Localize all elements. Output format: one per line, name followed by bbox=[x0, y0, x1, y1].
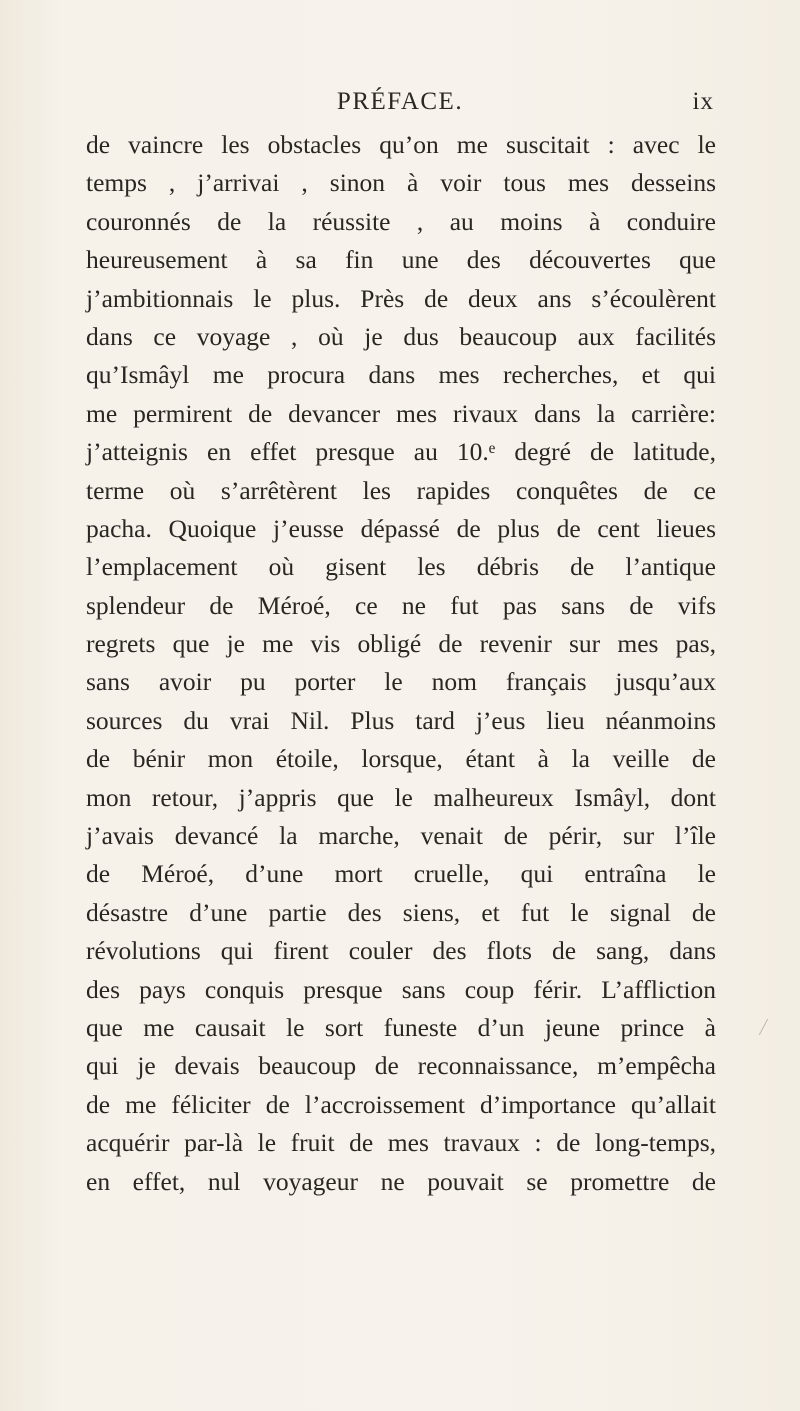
text-line: heureusement à sa fin une des découvertes que bbox=[86, 245, 716, 275]
text-line: sans avoir pu porter le nom français jusqu’aux bbox=[86, 667, 716, 697]
page-header bbox=[0, 88, 800, 128]
text-line: dans ce voyage , où je dus beaucoup aux facilités bbox=[86, 321, 716, 351]
text-line: acquérir par-là le fruit de mes travaux : de long-temps, bbox=[86, 1128, 716, 1158]
text-line: de bénir mon étoile, lorsque, étant à la veille de bbox=[86, 744, 716, 774]
running-head: PRÉFACE. bbox=[336, 88, 464, 115]
text-line: désastre d’une partie des siens, et fut le signal de bbox=[86, 897, 716, 927]
text-line: splendeur de Méroé, ce ne fut pas sans de vifs bbox=[86, 590, 716, 620]
text-line: de me féliciter de l’accroissement d’importance qu’allait bbox=[86, 1089, 716, 1119]
text-line: que me causait le sort funeste d’un jeune prince à bbox=[86, 1012, 716, 1042]
text-line: j’avais devancé la marche, venait de périr, sur l’île bbox=[86, 821, 716, 851]
text-line: révolutions qui firent couler des flots de sang, dans bbox=[86, 936, 716, 966]
page-number: ix bbox=[692, 88, 714, 115]
text-line: couronnés de la réussite , au moins à conduire bbox=[86, 206, 716, 236]
text-line: mon retour, j’appris que le malheureux Ismâyl, dont bbox=[86, 782, 716, 812]
text-line: j’ambitionnais le plus. Près de deux ans s’écoulèrent bbox=[86, 283, 716, 313]
text-line: l’emplacement où gisent les débris de l’antique bbox=[86, 552, 716, 582]
margin-mark bbox=[759, 1019, 768, 1035]
text-line: terme où s’arrêtèrent les rapides conquêtes de ce bbox=[86, 475, 716, 505]
text-line: j’atteignis en effet presque au 10.ᵉ degré de latitude, bbox=[86, 437, 716, 467]
text-line: temps , j’arrivai , sinon à voir tous mes desseins bbox=[86, 168, 716, 198]
text-line: pacha. Quoique j’eusse dépassé de plus de cent lieues bbox=[86, 513, 716, 543]
text-line: des pays conquis presque sans coup férir. L’affliction bbox=[86, 974, 716, 1004]
text-line: de Méroé, d’une mort cruelle, qui entraîna le bbox=[86, 859, 716, 889]
text-line: regrets que je me vis obligé de revenir sur mes pas, bbox=[86, 629, 716, 659]
text-line: me permirent de devancer mes rivaux dans la carrière: bbox=[86, 398, 716, 428]
text-line: en effet, nul voyageur ne pouvait se promettre de bbox=[86, 1166, 716, 1196]
text-line: qui je devais beaucoup de reconnaissance, m’empêcha bbox=[86, 1051, 716, 1081]
text-line: qu’Ismâyl me procura dans mes recherches, et qui bbox=[86, 360, 716, 390]
text-line: de vaincre les obstacles qu’on me suscitait : avec le bbox=[86, 130, 716, 159]
text-line: sources du vrai Nil. Plus tard j’eus lieu néanmoins bbox=[86, 705, 716, 735]
body-text bbox=[86, 126, 716, 1201]
